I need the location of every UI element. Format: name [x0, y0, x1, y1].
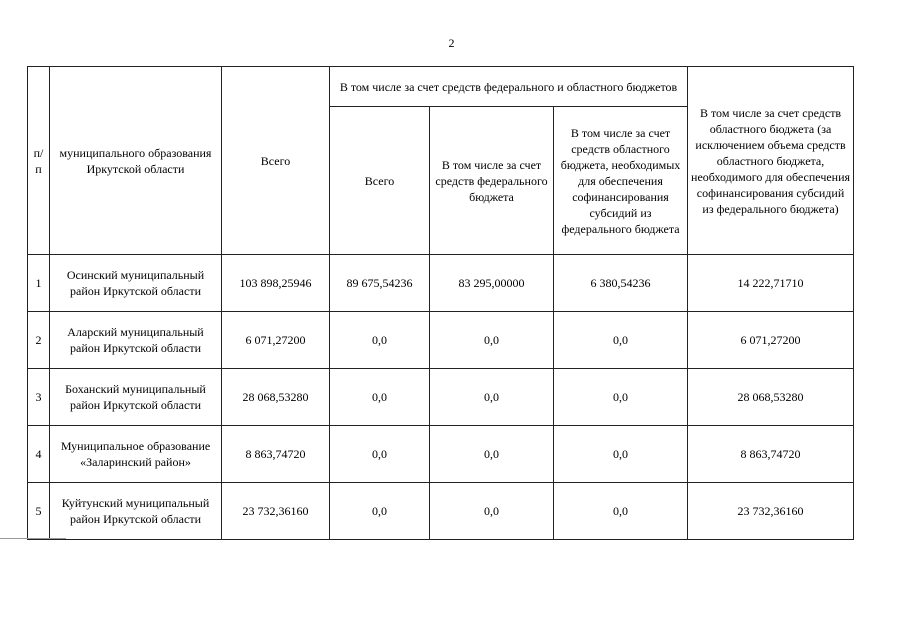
scan-line-artifact — [0, 538, 66, 539]
row-regional-excl: 14 222,71710 — [688, 255, 854, 312]
row-municipality: Куйтунский муниципальный район Иркутской области — [50, 483, 222, 540]
header-regional-excl: В том числе за счет средств областного бюджета (за исключением объема средств областного бюджета, необходимого для обеспечения софинансирования субсидий из федерального бюджета) — [688, 67, 854, 255]
row-federal: 0,0 — [430, 369, 554, 426]
row-sub-total: 0,0 — [330, 369, 430, 426]
page-number: 2 — [448, 36, 455, 50]
row-sub-total: 89 675,54236 — [330, 255, 430, 312]
table-row — [28, 312, 854, 369]
header-federal: В том числе за счет средств федерального бюджета — [430, 107, 554, 255]
row-regional-excl: 28 068,53280 — [688, 369, 854, 426]
row-sub-total: 0,0 — [330, 312, 430, 369]
row-index: 3 — [28, 369, 50, 426]
row-federal: 0,0 — [430, 483, 554, 540]
table-row — [28, 483, 854, 540]
row-index: 2 — [28, 312, 50, 369]
header-row-group — [28, 67, 854, 107]
row-sub-total: 0,0 — [330, 483, 430, 540]
header-index: п/ п — [28, 67, 50, 255]
row-federal: 83 295,00000 — [430, 255, 554, 312]
row-regional-cofinancing: 0,0 — [554, 483, 688, 540]
row-regional-cofinancing: 6 380,54236 — [554, 255, 688, 312]
row-municipality: Боханский муниципальный район Иркутской области — [50, 369, 222, 426]
header-total: Всего — [222, 67, 330, 255]
row-regional-excl: 23 732,36160 — [688, 483, 854, 540]
row-regional-cofinancing: 0,0 — [554, 426, 688, 483]
row-index: 5 — [28, 483, 50, 540]
row-federal: 0,0 — [430, 312, 554, 369]
row-municipality: Осинский муниципальный район Иркутской области — [50, 255, 222, 312]
header-sub-total: Всего — [330, 107, 430, 255]
row-total: 8 863,74720 — [222, 426, 330, 483]
row-index: 4 — [28, 426, 50, 483]
row-municipality: Аларский муниципальный район Иркутской области — [50, 312, 222, 369]
row-total: 23 732,36160 — [222, 483, 330, 540]
row-index: 1 — [28, 255, 50, 312]
header-regional-cofinancing: В том числе за счет средств областного бюджета, необходимых для обеспечения софинансирования субсидий из федерального бюджета — [554, 107, 688, 255]
row-regional-excl: 8 863,74720 — [688, 426, 854, 483]
row-sub-total: 0,0 — [330, 426, 430, 483]
table-row — [28, 369, 854, 426]
row-regional-cofinancing: 0,0 — [554, 312, 688, 369]
row-municipality: Муниципальное образование «Заларинский район» — [50, 426, 222, 483]
row-federal: 0,0 — [430, 426, 554, 483]
table-row — [28, 426, 854, 483]
table-row — [28, 255, 854, 312]
header-fed-and-regional-group: В том числе за счет средств федерального и областного бюджетов — [330, 67, 688, 107]
row-total: 28 068,53280 — [222, 369, 330, 426]
row-regional-cofinancing: 0,0 — [554, 369, 688, 426]
row-regional-excl: 6 071,27200 — [688, 312, 854, 369]
budget-table — [27, 66, 854, 540]
header-municipality: муниципального образования Иркутской области — [50, 67, 222, 255]
row-total: 103 898,25946 — [222, 255, 330, 312]
row-total: 6 071,27200 — [222, 312, 330, 369]
